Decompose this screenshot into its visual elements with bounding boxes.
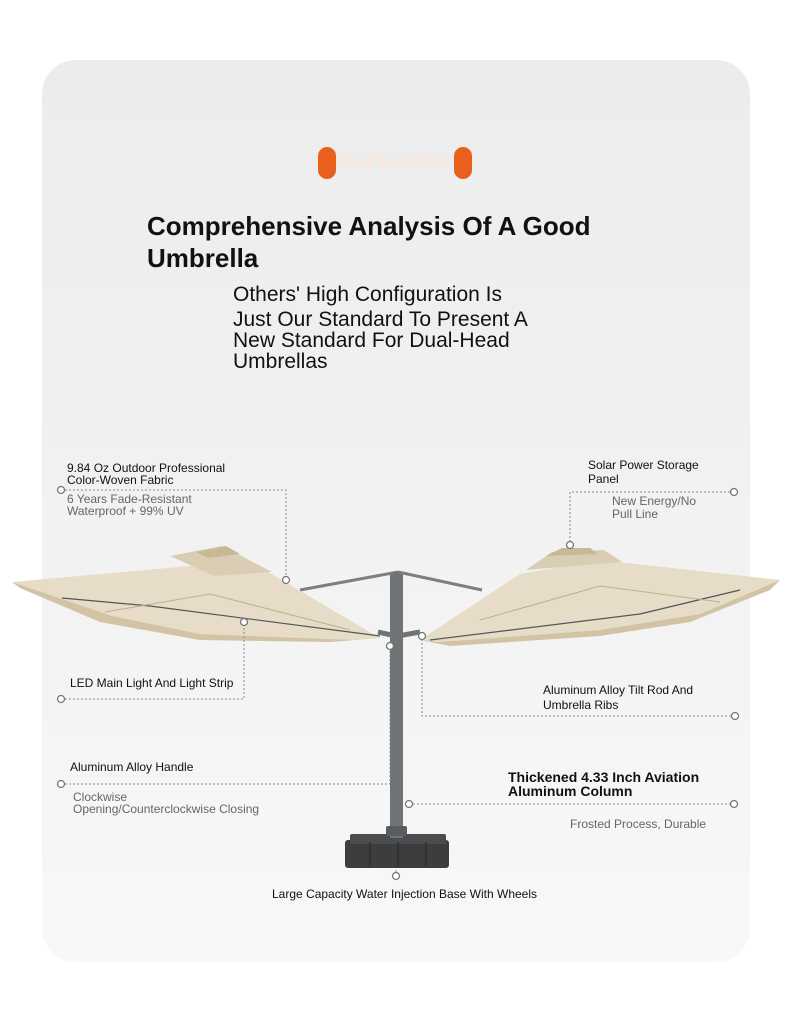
callout-dot-icon (283, 577, 290, 584)
subtitle-line: Umbrellas (233, 350, 328, 373)
badge-label: Go! Explore (340, 152, 450, 173)
column-detail: Frosted Process, Durable (570, 817, 707, 831)
led-title: LED Main Light And Light Strip (70, 676, 234, 690)
solar-title-line: Solar Power Storage (588, 458, 699, 472)
water-base (345, 834, 449, 868)
callout-dot-icon (58, 696, 65, 703)
right-canopy (420, 548, 780, 646)
column-title-line: Thickened 4.33 Inch Aviation (508, 769, 700, 785)
handle-title: Aluminum Alloy Handle (70, 760, 194, 774)
fabric-title-line: Color-Woven Fabric (67, 473, 174, 487)
page-title: Comprehensive Analysis Of A Good Umbrella (147, 211, 591, 273)
handle-detail-line: Clockwise (73, 790, 128, 804)
solar-detail (612, 495, 696, 521)
left-canopy (12, 546, 380, 642)
tilt-title-line: Umbrella Ribs (543, 698, 619, 712)
fabric-detail (67, 493, 192, 517)
handle-detail-line: Opening/Counterclockwise Closing (73, 802, 260, 816)
callout-dot-icon (58, 781, 65, 788)
handle-detail (73, 791, 259, 815)
subtitle-line: Just Our Standard To Present A (233, 308, 528, 331)
left-arm (300, 572, 398, 590)
column-title (508, 770, 699, 798)
subtitle-line: New Standard For Dual-Head (233, 329, 510, 352)
callout-dot-icon (387, 643, 394, 650)
callout-dot-icon (731, 801, 738, 808)
fabric-detail-line: 6 Years Fade-Resistant (67, 492, 192, 506)
callout-dot-icon (731, 489, 738, 496)
fabric-title (67, 462, 225, 486)
base-title: Large Capacity Water Injection Base With Wheels (272, 887, 538, 901)
solar-detail-line: New Energy/No (612, 494, 697, 508)
callout-dot-icon (732, 713, 739, 720)
fabric-title-line: 9.84 Oz Outdoor Professional (67, 461, 226, 475)
callout-dot-icon (406, 801, 413, 808)
callout-dot-icon (241, 619, 248, 626)
tilt-title (543, 683, 693, 713)
solar-detail-line: Pull Line (612, 507, 659, 521)
callout-dot-icon (393, 873, 400, 880)
callout-dot-icon (567, 542, 574, 549)
fabric-detail-line: Waterproof + 99% UV (67, 504, 184, 518)
right-arm (398, 572, 482, 590)
callout-dot-icon (58, 487, 65, 494)
solar-title-line: Panel (588, 472, 619, 486)
solar-title (588, 458, 699, 486)
tilt-title-line: Aluminum Alloy Tilt Rod And (543, 683, 694, 697)
column-title-line: Aluminum Column (508, 783, 633, 799)
subtitle-line: Others' High Configuration Is (233, 283, 502, 306)
callout-dot-icon (419, 633, 426, 640)
